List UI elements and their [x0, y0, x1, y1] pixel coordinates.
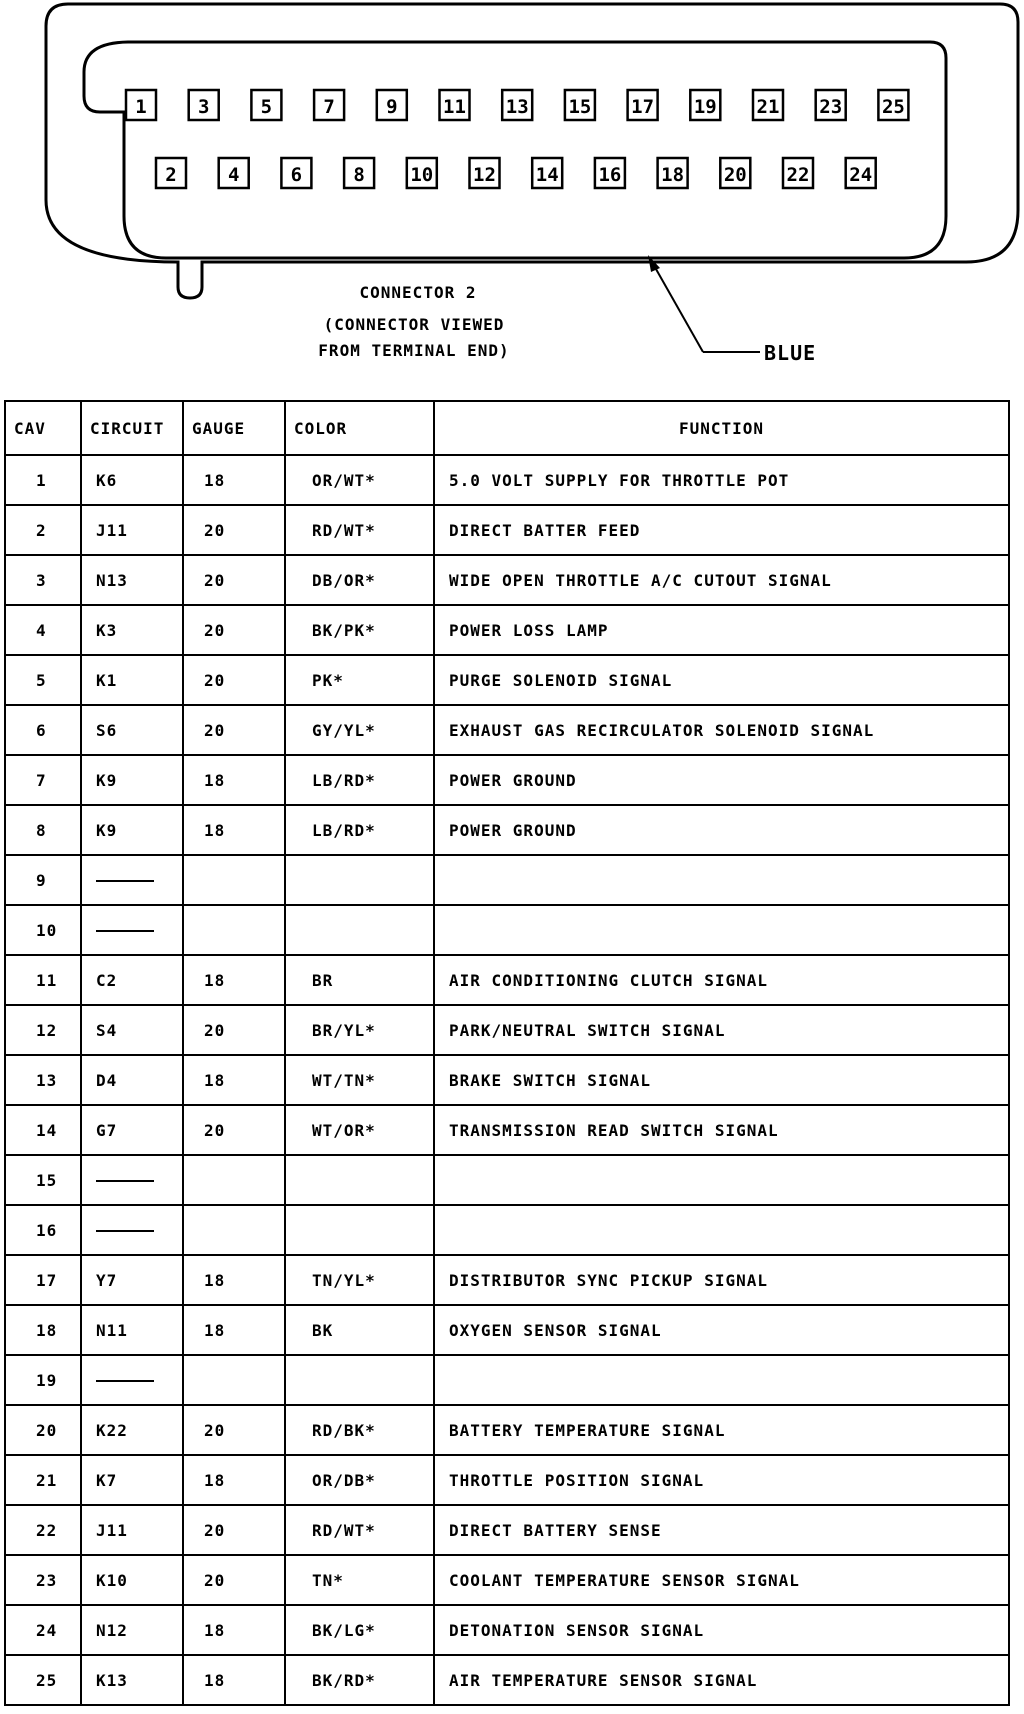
- cell-function: DIRECT BATTERY SENSE: [434, 1505, 1009, 1555]
- pin-cavity-11: [440, 90, 470, 120]
- pin-number: 24: [849, 164, 873, 186]
- pin-cavity-8: [344, 158, 374, 188]
- cell-cav: 12: [5, 1005, 81, 1055]
- top-pin-row: [126, 90, 908, 120]
- cell-circuit: Y7: [81, 1255, 183, 1305]
- cell-function: BATTERY TEMPERATURE SIGNAL: [434, 1405, 1009, 1455]
- cell-function: PARK/NEUTRAL SWITCH SIGNAL: [434, 1005, 1009, 1055]
- pin-number: 23: [819, 96, 843, 118]
- table-row: [5, 1305, 1009, 1355]
- table-row: [5, 1455, 1009, 1505]
- cell-circuit: [81, 1155, 183, 1205]
- cell-gauge: 20: [183, 1505, 285, 1555]
- cell-cav: 18: [5, 1305, 81, 1355]
- cell-gauge: 20: [183, 1555, 285, 1605]
- cell-color: [285, 855, 434, 905]
- cell-cav: 23: [5, 1555, 81, 1605]
- header-gauge: GAUGE: [183, 401, 285, 455]
- cell-color: RD/WT*: [285, 505, 434, 555]
- table-row: [5, 1655, 1009, 1705]
- pin-number: 19: [693, 96, 717, 118]
- table-row: [5, 1555, 1009, 1605]
- cell-function: THROTTLE POSITION SIGNAL: [434, 1455, 1009, 1505]
- table-row: [5, 855, 1009, 905]
- cell-circuit: [81, 1355, 183, 1405]
- pin-number: 15: [568, 96, 592, 118]
- table-row: [5, 555, 1009, 605]
- cell-gauge: [183, 1205, 285, 1255]
- table-row: [5, 955, 1009, 1005]
- cell-circuit: J11: [81, 505, 183, 555]
- pin-number: 2: [165, 164, 177, 186]
- cell-function: AIR TEMPERATURE SENSOR SIGNAL: [434, 1655, 1009, 1705]
- table-row: [5, 805, 1009, 855]
- pin-cavity-2: [156, 158, 186, 188]
- cell-color: BR: [285, 955, 434, 1005]
- table-row: [5, 1005, 1009, 1055]
- cell-color: PK*: [285, 655, 434, 705]
- cell-cav: 10: [5, 905, 81, 955]
- table-row: [5, 1155, 1009, 1205]
- cell-color: RD/BK*: [285, 1405, 434, 1455]
- cell-circuit: N12: [81, 1605, 183, 1655]
- unused-circuit-dash: [96, 1380, 154, 1382]
- connector-subtitle-1: (CONNECTOR VIEWED: [323, 315, 505, 334]
- table-header-row: [5, 401, 1009, 455]
- pin-number: 16: [598, 164, 622, 186]
- housing-color-label: BLUE: [764, 341, 817, 365]
- cell-color: TN*: [285, 1555, 434, 1605]
- pin-cavity-10: [407, 158, 437, 188]
- cell-color: TN/YL*: [285, 1255, 434, 1305]
- table-row: [5, 1605, 1009, 1655]
- cell-gauge: 18: [183, 1655, 285, 1705]
- cell-color: [285, 1205, 434, 1255]
- cell-color: LB/RD*: [285, 755, 434, 805]
- cell-color: BK/RD*: [285, 1655, 434, 1705]
- cell-circuit: K10: [81, 1555, 183, 1605]
- header-cav: CAV: [5, 401, 81, 455]
- pin-number: 10: [410, 164, 434, 186]
- cell-circuit: J11: [81, 1505, 183, 1555]
- connector-title: CONNECTOR 2: [359, 283, 477, 302]
- pin-number: 20: [723, 164, 747, 186]
- cell-cav: 17: [5, 1255, 81, 1305]
- pin-cavity-14: [532, 158, 562, 188]
- cell-color: OR/DB*: [285, 1455, 434, 1505]
- cell-function: EXHAUST GAS RECIRCULATOR SOLENOID SIGNAL: [434, 705, 1009, 755]
- cell-function: 5.0 VOLT SUPPLY FOR THROTTLE POT: [434, 455, 1009, 505]
- connector-housing-inner: [84, 42, 946, 258]
- cell-function: WIDE OPEN THROTTLE A/C CUTOUT SIGNAL: [434, 555, 1009, 605]
- pin-number: 12: [473, 164, 496, 186]
- cell-color: [285, 1155, 434, 1205]
- cell-gauge: 20: [183, 605, 285, 655]
- cell-circuit: K3: [81, 605, 183, 655]
- table-row: [5, 755, 1009, 805]
- pin-cavity-7: [314, 90, 344, 120]
- pin-number: 18: [661, 164, 685, 186]
- cell-circuit: N11: [81, 1305, 183, 1355]
- cell-gauge: 18: [183, 755, 285, 805]
- cell-gauge: [183, 1355, 285, 1405]
- cell-circuit: K1: [81, 655, 183, 705]
- bottom-pin-row: [156, 158, 876, 188]
- header-function: FUNCTION: [434, 401, 1009, 455]
- cell-gauge: 20: [183, 1105, 285, 1155]
- cell-gauge: 18: [183, 455, 285, 505]
- pin-number: 25: [881, 96, 905, 118]
- cell-cav: 20: [5, 1405, 81, 1455]
- cell-circuit: D4: [81, 1055, 183, 1105]
- unused-circuit-dash: [96, 1180, 154, 1182]
- header-color: COLOR: [285, 401, 434, 455]
- cell-gauge: 18: [183, 1605, 285, 1655]
- table-row: [5, 1355, 1009, 1405]
- cell-color: BR/YL*: [285, 1005, 434, 1055]
- pin-cavity-3: [189, 90, 219, 120]
- cell-function: BRAKE SWITCH SIGNAL: [434, 1055, 1009, 1105]
- cell-function: DIRECT BATTER FEED: [434, 505, 1009, 555]
- connector-housing-outer: [46, 4, 1018, 298]
- cell-cav: 5: [5, 655, 81, 705]
- pin-cavity-1: [126, 90, 156, 120]
- table-row: [5, 455, 1009, 505]
- cell-circuit: [81, 905, 183, 955]
- pin-number: 4: [227, 164, 240, 186]
- pin-cavity-19: [690, 90, 720, 120]
- cell-circuit: N13: [81, 555, 183, 605]
- cell-cav: 1: [5, 455, 81, 505]
- cell-function: DETONATION SENSOR SIGNAL: [434, 1605, 1009, 1655]
- cell-gauge: [183, 1155, 285, 1205]
- cell-function: [434, 1205, 1009, 1255]
- cell-color: OR/WT*: [285, 455, 434, 505]
- cell-function: PURGE SOLENOID SIGNAL: [434, 655, 1009, 705]
- pin-cavity-6: [281, 158, 311, 188]
- pin-cavity-23: [816, 90, 846, 120]
- pin-cavity-24: [846, 158, 876, 188]
- cell-circuit: S4: [81, 1005, 183, 1055]
- table-row: [5, 1505, 1009, 1555]
- cell-color: BK: [285, 1305, 434, 1355]
- cell-circuit: [81, 1205, 183, 1255]
- cell-cav: 3: [5, 555, 81, 605]
- table-row: [5, 1405, 1009, 1455]
- cell-function: POWER GROUND: [434, 755, 1009, 805]
- table-row: [5, 605, 1009, 655]
- cell-gauge: [183, 905, 285, 955]
- table-row: [5, 905, 1009, 955]
- table-row: [5, 1105, 1009, 1155]
- pin-cavity-5: [251, 90, 281, 120]
- cell-function: [434, 1155, 1009, 1205]
- cell-function: POWER LOSS LAMP: [434, 605, 1009, 655]
- pin-cavity-21: [753, 90, 783, 120]
- pin-cavity-20: [720, 158, 750, 188]
- cell-gauge: 20: [183, 1405, 285, 1455]
- pin-number: 7: [323, 96, 335, 118]
- pin-number: 22: [786, 164, 810, 186]
- cell-cav: 13: [5, 1055, 81, 1105]
- cell-color: BK/LG*: [285, 1605, 434, 1655]
- cell-color: RD/WT*: [285, 1505, 434, 1555]
- cell-cav: 4: [5, 605, 81, 655]
- pin-cavity-12: [470, 158, 500, 188]
- cell-cav: 8: [5, 805, 81, 855]
- pin-number: 21: [756, 96, 780, 118]
- cell-gauge: 18: [183, 1055, 285, 1105]
- cell-circuit: K13: [81, 1655, 183, 1705]
- pin-number: 8: [353, 164, 365, 186]
- cell-cav: 9: [5, 855, 81, 905]
- pin-number: 1: [135, 96, 147, 118]
- cell-gauge: 20: [183, 555, 285, 605]
- cell-gauge: 18: [183, 1305, 285, 1355]
- cell-color: BK/PK*: [285, 605, 434, 655]
- unused-circuit-dash: [96, 880, 154, 882]
- cell-cav: 6: [5, 705, 81, 755]
- table-row: [5, 1255, 1009, 1305]
- table-row: [5, 1205, 1009, 1255]
- pin-number: 11: [443, 96, 466, 118]
- pin-cavity-9: [377, 90, 407, 120]
- cell-circuit: K7: [81, 1455, 183, 1505]
- pinout-table: [4, 400, 1010, 1706]
- pin-cavity-25: [878, 90, 908, 120]
- cell-function: OXYGEN SENSOR SIGNAL: [434, 1305, 1009, 1355]
- cell-color: GY/YL*: [285, 705, 434, 755]
- cell-circuit: C2: [81, 955, 183, 1005]
- pin-number: 3: [197, 96, 210, 118]
- header-circuit: CIRCUIT: [81, 401, 183, 455]
- connector-subtitle-2: FROM TERMINAL END): [318, 341, 510, 360]
- table-row: [5, 705, 1009, 755]
- pin-number: 5: [260, 96, 273, 118]
- cell-cav: 14: [5, 1105, 81, 1155]
- connector-diagram: [0, 0, 1024, 400]
- pin-number: 9: [386, 96, 398, 118]
- cell-cav: 2: [5, 505, 81, 555]
- cell-cav: 24: [5, 1605, 81, 1655]
- cell-color: LB/RD*: [285, 805, 434, 855]
- table-row: [5, 655, 1009, 705]
- cell-gauge: 20: [183, 505, 285, 555]
- cell-circuit: K9: [81, 755, 183, 805]
- cell-cav: 11: [5, 955, 81, 1005]
- table-row: [5, 1055, 1009, 1105]
- pin-number: 6: [290, 164, 303, 186]
- cell-gauge: 18: [183, 1455, 285, 1505]
- cell-cav: 19: [5, 1355, 81, 1405]
- cell-circuit: [81, 855, 183, 905]
- cell-function: AIR CONDITIONING CLUTCH SIGNAL: [434, 955, 1009, 1005]
- pin-number: 17: [631, 96, 655, 118]
- cell-function: [434, 855, 1009, 905]
- cell-cav: 16: [5, 1205, 81, 1255]
- cell-gauge: 20: [183, 655, 285, 705]
- cell-gauge: 20: [183, 1005, 285, 1055]
- pin-cavity-16: [595, 158, 625, 188]
- cell-color: [285, 905, 434, 955]
- cell-function: DISTRIBUTOR SYNC PICKUP SIGNAL: [434, 1255, 1009, 1305]
- cell-gauge: 18: [183, 805, 285, 855]
- cell-cav: 15: [5, 1155, 81, 1205]
- cell-function: [434, 1355, 1009, 1405]
- pin-cavity-18: [658, 158, 688, 188]
- cell-cav: 22: [5, 1505, 81, 1555]
- pin-cavity-22: [783, 158, 813, 188]
- cell-color: [285, 1355, 434, 1405]
- cell-cav: 25: [5, 1655, 81, 1705]
- unused-circuit-dash: [96, 1230, 154, 1232]
- cell-cav: 21: [5, 1455, 81, 1505]
- pin-cavity-13: [502, 90, 532, 120]
- cell-cav: 7: [5, 755, 81, 805]
- pin-cavity-4: [219, 158, 249, 188]
- pin-cavity-17: [628, 90, 658, 120]
- pin-number: 14: [535, 164, 559, 186]
- cell-color: WT/TN*: [285, 1055, 434, 1105]
- cell-gauge: [183, 855, 285, 905]
- cell-function: POWER GROUND: [434, 805, 1009, 855]
- cell-function: TRANSMISSION READ SWITCH SIGNAL: [434, 1105, 1009, 1155]
- leader-line: [652, 262, 703, 352]
- cell-color: WT/OR*: [285, 1105, 434, 1155]
- cell-gauge: 20: [183, 705, 285, 755]
- unused-circuit-dash: [96, 930, 154, 932]
- cell-function: [434, 905, 1009, 955]
- pin-cavity-15: [565, 90, 595, 120]
- cell-circuit: S6: [81, 705, 183, 755]
- cell-color: DB/OR*: [285, 555, 434, 605]
- cell-circuit: G7: [81, 1105, 183, 1155]
- cell-function: COOLANT TEMPERATURE SENSOR SIGNAL: [434, 1555, 1009, 1605]
- cell-circuit: K22: [81, 1405, 183, 1455]
- cell-gauge: 18: [183, 955, 285, 1005]
- pin-number: 13: [505, 96, 529, 118]
- cell-circuit: K6: [81, 455, 183, 505]
- cell-circuit: K9: [81, 805, 183, 855]
- table-row: [5, 505, 1009, 555]
- cell-gauge: 18: [183, 1255, 285, 1305]
